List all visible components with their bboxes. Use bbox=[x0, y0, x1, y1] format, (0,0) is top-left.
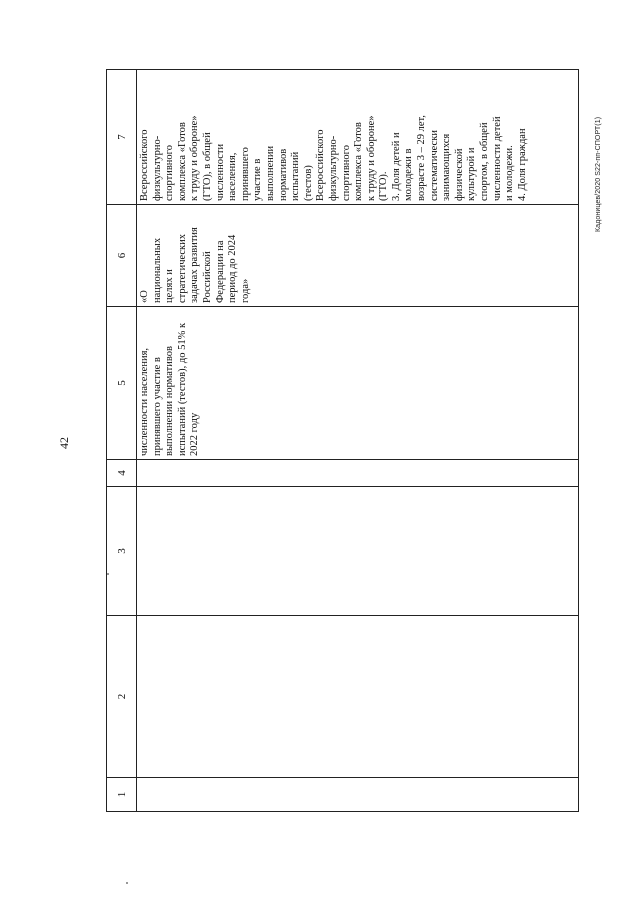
text-line: численности населения, bbox=[139, 347, 150, 456]
col6-text bbox=[137, 205, 252, 306]
text-line: Всероссийского bbox=[315, 129, 327, 201]
text-line: физической bbox=[453, 148, 465, 201]
column-number-row bbox=[107, 70, 137, 812]
text-line: комплекса «Готов bbox=[353, 122, 365, 201]
table-row bbox=[137, 70, 579, 812]
text-line: (ГТО), в общей bbox=[201, 132, 213, 201]
text-line: 4. Доля граждан bbox=[516, 128, 528, 201]
text-line: спортом, в общей bbox=[479, 122, 491, 201]
text-line: участие в bbox=[252, 158, 264, 201]
column-number: 3 bbox=[107, 487, 137, 616]
text-line: (ГТО). bbox=[378, 171, 390, 201]
text-line: возрасте 3 – 29 лет, bbox=[416, 115, 428, 201]
cell-col5 bbox=[137, 307, 579, 460]
column-number: 5 bbox=[107, 307, 137, 460]
text-line: спортивного bbox=[340, 145, 352, 201]
text-line: молодежи в bbox=[403, 148, 415, 201]
text-line: национальных bbox=[151, 237, 163, 303]
rotated-table-wrapper bbox=[106, 70, 579, 812]
text-line: к труду и обороне» bbox=[365, 115, 377, 201]
text-line: принявшего участие в bbox=[151, 357, 163, 456]
text-line: целях и bbox=[164, 269, 176, 303]
col7-text bbox=[137, 70, 529, 204]
text-line: физкультурно- bbox=[151, 135, 163, 201]
text-line: Всероссийского bbox=[139, 129, 150, 201]
footer-document-code: Кадоницев/2020 S22-пп-СПОРТ(1) bbox=[595, 116, 602, 232]
text-line: Федерации на bbox=[214, 240, 226, 303]
text-line: «О bbox=[139, 290, 150, 303]
column-number: 7 bbox=[107, 70, 137, 205]
text-line: и молодежи. bbox=[504, 145, 516, 201]
col5-text bbox=[137, 307, 202, 459]
text-line: занимающихся bbox=[441, 133, 453, 201]
text-line: численности bbox=[214, 143, 226, 201]
text-line: стратегических bbox=[176, 233, 188, 303]
text-line: выполнении bbox=[264, 145, 276, 201]
text-line: 3. Доля детей и bbox=[390, 132, 402, 201]
cell-col6 bbox=[137, 205, 579, 307]
column-number: 4 bbox=[107, 460, 137, 487]
text-line: (тестов) bbox=[302, 165, 314, 201]
cell-col4 bbox=[137, 460, 579, 487]
column-number: 2 bbox=[107, 616, 137, 778]
text-line: года» bbox=[239, 278, 251, 303]
text-line: систематически bbox=[428, 130, 440, 201]
text-line: нормативов bbox=[277, 148, 289, 201]
text-line: испытаний (тестов), до 51% к bbox=[176, 322, 188, 456]
text-line: численности детей bbox=[491, 116, 503, 201]
text-line: принявшего bbox=[239, 147, 251, 201]
data-table bbox=[106, 69, 579, 812]
text-line: выполнении нормативов bbox=[164, 346, 176, 456]
text-line: культурой и bbox=[466, 147, 478, 201]
column-number: 6 bbox=[107, 205, 137, 307]
text-line: комплекса «Готов bbox=[176, 122, 188, 201]
text-line: испытаний bbox=[290, 151, 302, 201]
text-line: спортивного bbox=[164, 145, 176, 201]
cell-col7 bbox=[137, 70, 579, 205]
cell-col3 bbox=[137, 487, 579, 616]
cell-col1 bbox=[137, 778, 579, 812]
column-number: 1 bbox=[107, 778, 137, 812]
text-line: 2022 году bbox=[189, 412, 201, 456]
page-number: 42 bbox=[57, 437, 71, 449]
text-line: к труду и обороне» bbox=[189, 115, 201, 201]
text-line: населения, bbox=[227, 152, 239, 201]
cell-col2 bbox=[137, 616, 579, 778]
scan-speck bbox=[126, 882, 128, 884]
text-line: Российской bbox=[201, 251, 213, 303]
text-line: период до 2024 bbox=[227, 234, 239, 303]
text-line: задачах развития bbox=[189, 227, 201, 303]
text-line: физкультурно- bbox=[327, 135, 339, 201]
